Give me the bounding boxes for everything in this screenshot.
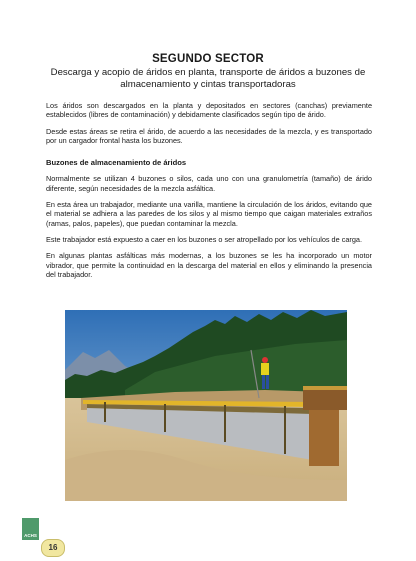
page-title: SEGUNDO SECTOR xyxy=(152,53,264,65)
aggregate-bins-photo xyxy=(65,310,347,501)
body-text xyxy=(46,101,372,286)
intro-paragraph: Los áridos son descargados en la planta y depositados en sectores (canchas) previamente establecidos (libres de contaminación) y debidamente clasificados según tipo de árido. xyxy=(46,101,372,120)
section-paragraph: Normalmente se utilizan 4 buzones o silos, cada uno con una granulometría (tamaño) de árido diferente, según necesidades de la mezcla asfáltica. xyxy=(46,174,372,193)
page-subtitle: Descarga y acopio de áridos en planta, transporte de áridos a buzones de almacenamiento y cintas transportadoras xyxy=(50,67,366,90)
intro-paragraph: Desde estas áreas se retira el árido, de acuerdo a las necesidades de la mezcla, y es transportado por un cargador frontal hasta los buzones. xyxy=(46,126,372,145)
section-paragraph: En algunas plantas asfálticas más modernas, a los buzones se les ha incorporado un motor vibrador, que permite la continuidad en la descarga del material en ellos y eliminando la presencia del trabajador. xyxy=(46,251,372,279)
logo-text: ACHS xyxy=(24,533,37,538)
achs-logo xyxy=(22,518,39,540)
section-paragraph: En esta área un trabajador, mediante una varilla, mantiene la circulación de los áridos, evitando que el material se adhiera a las paredes de los silos y al mismo tiempo que caigan materiales extraños (ramas, palos, papeles), que puedan contaminar la mezcla. xyxy=(46,200,372,228)
section-heading xyxy=(40,53,376,90)
page-number: 16 xyxy=(41,539,65,557)
section-paragraph: Este trabajador está expuesto a caer en los buzones o ser atropellado por los vehículos de carga. xyxy=(46,234,362,244)
subsection-heading: Buzones de almacenamiento de áridos xyxy=(46,158,187,168)
